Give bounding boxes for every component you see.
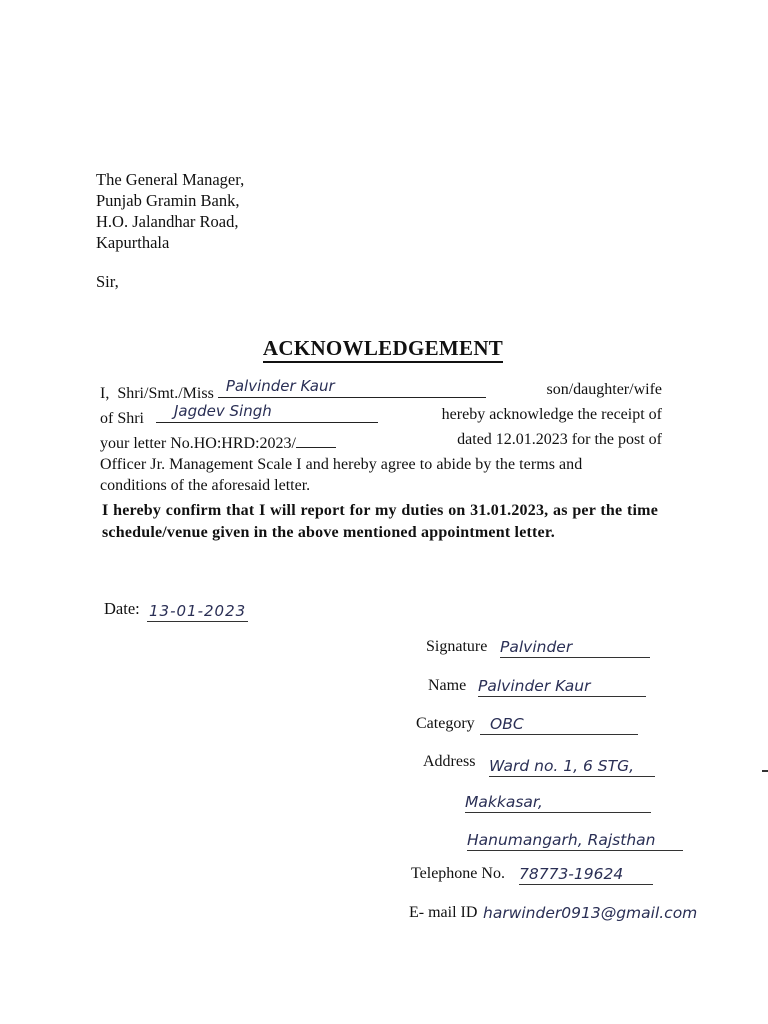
father-name-blank bbox=[156, 404, 378, 423]
line2-start: of Shri Jagdev Singh bbox=[100, 404, 378, 429]
address-line-1: Ward no. 1, 6 STG, bbox=[489, 757, 655, 777]
recipient-line-4: Kapurthala bbox=[96, 233, 170, 252]
address-line-2: Makkasar, bbox=[465, 793, 651, 813]
telephone-value: 78773-19624 bbox=[519, 865, 653, 885]
telephone-label: Telephone No. bbox=[411, 865, 505, 882]
address-line-3: Hanumangarh, Rajsthan bbox=[467, 831, 683, 851]
signature-field bbox=[426, 638, 573, 656]
acknowledgement-paragraph bbox=[100, 379, 662, 496]
email-value: harwinder0913@gmail.com bbox=[483, 904, 698, 922]
line3-start: your letter No.HO:HRD:2023/ bbox=[100, 429, 336, 454]
confirmation-paragraph: I hereby confirm that I will report for my duties on 31.01.2023, as per the time schedule/venue given in the above mentioned appointment letter. bbox=[102, 502, 658, 541]
address-label: Address bbox=[423, 753, 476, 770]
line2-end: hereby acknowledge the receipt of bbox=[441, 406, 662, 423]
heading-text: ACKNOWLEDGEMENT bbox=[263, 336, 503, 363]
telephone-field bbox=[411, 865, 624, 883]
date-label: Date: bbox=[104, 599, 140, 618]
category-value: OBC bbox=[480, 715, 638, 735]
signature-value: Palvinder bbox=[500, 638, 650, 658]
recipient-line-1: The General Manager, bbox=[96, 170, 245, 189]
category-field bbox=[416, 715, 524, 733]
recipient-line-3: H.O. Jalandhar Road, bbox=[96, 212, 239, 231]
handwritten-name: Palvinder Kaur bbox=[225, 377, 335, 395]
handwritten-father-name: Jagdev Singh bbox=[174, 402, 272, 420]
email-field bbox=[409, 904, 698, 922]
recipient-address bbox=[96, 169, 244, 253]
letter-number-blank bbox=[296, 429, 336, 448]
salutation: Sir, bbox=[96, 272, 119, 291]
name-field bbox=[428, 677, 591, 695]
paragraph-line-4: Officer Jr. Management Scale I and hereby agree to abide by the terms and bbox=[100, 456, 583, 473]
signature-label: Signature bbox=[426, 638, 488, 655]
paragraph-line-2 bbox=[100, 404, 662, 429]
heading bbox=[0, 336, 768, 361]
date-value: 13-01-2023 bbox=[149, 602, 247, 620]
email-label: E- mail ID bbox=[409, 904, 478, 921]
paragraph-line-3 bbox=[100, 429, 662, 454]
recipient-line-2: Punjab Gramin Bank, bbox=[96, 191, 240, 210]
name-value: Palvinder Kaur bbox=[478, 677, 646, 697]
address-field bbox=[423, 753, 656, 849]
line3-end: dated 12.01.2023 for the post of bbox=[457, 431, 662, 448]
relation-label: son/daughter/wife bbox=[546, 381, 662, 398]
category-label: Category bbox=[416, 715, 475, 732]
edge-mark bbox=[762, 770, 768, 772]
line1-start: I, Shri/Smt./Miss Palvinder Kaur bbox=[100, 379, 486, 404]
paragraph-line-5: conditions of the aforesaid letter. bbox=[100, 477, 311, 494]
name-blank bbox=[218, 379, 486, 398]
name-label: Name bbox=[428, 677, 467, 694]
